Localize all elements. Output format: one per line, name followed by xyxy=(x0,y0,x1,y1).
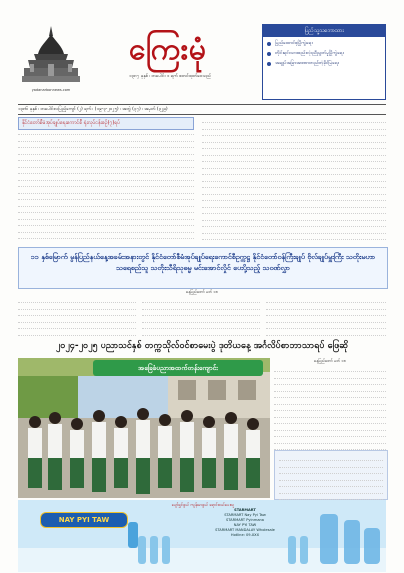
motto-heading: ပြည်သူ့သဘောထား xyxy=(263,25,385,37)
article-text-column xyxy=(266,297,386,337)
story-2-byline: နေပြည်တော် မတ် ၁၈ xyxy=(313,358,347,363)
ad-brand-logo: NAY PYI TAW xyxy=(40,512,128,528)
ad-slogan: ပျော်ရွှင်ဖွယ် ကျန်းမာဖွယ် ရောင်းဝယ်ပေးသူ xyxy=(171,502,235,507)
website-url: yadanarbonnews.com xyxy=(31,88,71,92)
pagoda-logo xyxy=(20,24,82,88)
sidebar-notice-box xyxy=(274,450,388,500)
news-1-headline: နိုင်ငံတော်စီမံအုပ်ချုပ်ရေးကောင်စီ ရုံးလုပ်ငန်းစဉ်(၇)ရပ် xyxy=(18,117,194,130)
feature-byline: နေပြည်တော် မတ် ၁၈ xyxy=(185,289,219,294)
article-text-column xyxy=(18,129,194,241)
feature-headline: ၁၁ နှစ်မြောက် မွန်ပြည်နယ်နေ့အခမ်းအနားတွင် နိုင်ငံတော်စီမံအုပ်ချုပ်ရေးကောင်စီဥက္ကဋ္ဌ နိုင်ငံတော်ဝန်ကြီးချုပ် ဗိုလ်ချုပ်မှူးကြီး သတိုးမဟာသရေစည်သူ သတိုးသီရိသုဓမ္မ မင်းအောင်လှိုင် ပေးပို့သည့် သဝဏ်လွှာ xyxy=(30,253,376,272)
dateline: ၁၃၈၇ ခုနှစ် ၊ တပေါင်း ၁ ရက် စတင်ထုတ်ဝေသည် xyxy=(129,74,211,79)
motto-item: ပြည်ထောင်စုပြိုကွဲရေး xyxy=(267,40,381,47)
bullet-icon xyxy=(267,62,271,66)
bullet-icon xyxy=(267,42,271,46)
article-text-column xyxy=(18,297,136,337)
masthead xyxy=(18,22,386,112)
photo-caption-banner: အခြေခံပညာအထက်တန်းကျောင်း xyxy=(93,360,263,376)
motto-box xyxy=(262,24,386,100)
feature-headline-box xyxy=(18,247,388,289)
news-block-1 xyxy=(18,117,386,243)
article-text-column xyxy=(202,117,386,241)
advertisement xyxy=(18,500,386,572)
story-2-headline: ၂၀၂၄-၂၀၂၅ ပညာသင်နှစ် တက္ကသိုလ်ဝင်စာမေးပွဲ ဒုတိယနေ့ အင်္ဂလိပ်စာဘာသာရပ် ဖြေဆို xyxy=(55,341,349,351)
feature-body xyxy=(18,289,386,337)
motto-item: တိုင်းရင်းသားစည်းလုံးညီညွတ်မှုပြိုကွဲရေး xyxy=(267,50,381,57)
newspaper-title: ကြေးမုံ xyxy=(128,32,208,67)
ad-store-info: STARMART STARMART Nay Pyi Taw STARMART Pyinmana NAY PYI TAW STARMART MANDALAY Wholesale Hotline: 09-XXX xyxy=(215,508,275,537)
motto-item: အချုပ်အခြာအာဏာတည်တံ့ခိုင်မြဲရေး xyxy=(267,60,381,67)
issue-line: ၁၃၈၆ ခုနှစ် ၊ တပေါင်းလပြည့်ကျော် (၂) ရက် ၊ (၁၉-၃-၂၀၂၅) ၊ အတွဲ (၃၇) ၊ အမှတ် (၃၂၉) xyxy=(18,104,386,115)
bullet-icon xyxy=(267,52,271,56)
students-photo xyxy=(18,358,270,498)
article-text-column xyxy=(142,297,260,337)
